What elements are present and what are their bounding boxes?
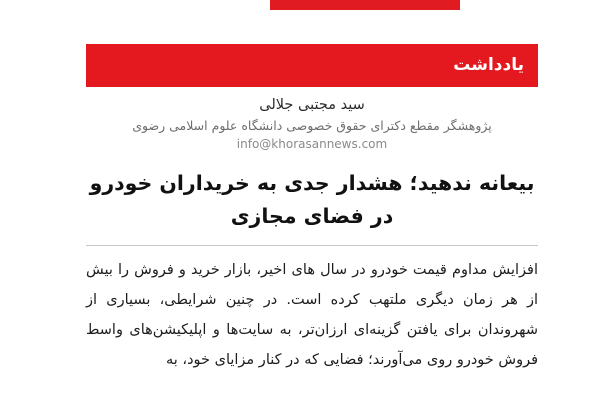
top-red-strip (270, 0, 460, 10)
headline (86, 167, 538, 233)
section-header-bar (86, 44, 538, 87)
article-body (86, 256, 538, 375)
byline-block (86, 96, 538, 153)
headline-line-2: در فضای مجازی (230, 204, 394, 229)
headline-line-1: بیعانه ندهید؛ هشدار جدی به خریداران خودرو (89, 171, 535, 196)
headline-divider (86, 245, 538, 246)
page-left-margin (0, 0, 46, 400)
section-label: یادداشت (453, 55, 524, 75)
author-name: سید مجتبی جلالی (259, 97, 365, 113)
page-right-margin (538, 0, 600, 400)
author-affiliation: پژوهشگر مقطع دکترای حقوق خصوصی دانشگاه علوم اسلامی رضوی (132, 117, 492, 133)
author-email[interactable]: info@khorasannews.com (236, 137, 388, 152)
article-column (46, 44, 538, 400)
body-paragraph-1: افزایش مداوم قیمت خودرو در سال های اخیر، بازار خرید و فروش را بیش از هر زمان دیگری ملتهب کرده است. در چنین شرایطی، بسیاری از شهروندان برای یافتن گزینه‌ای ارزان‌تر، به سایت‌ها و اپلیکیشن‌های واسط فروش خودرو روی می‌آورند؛ فضایی که در کنار مزایای خود، به (86, 262, 538, 368)
